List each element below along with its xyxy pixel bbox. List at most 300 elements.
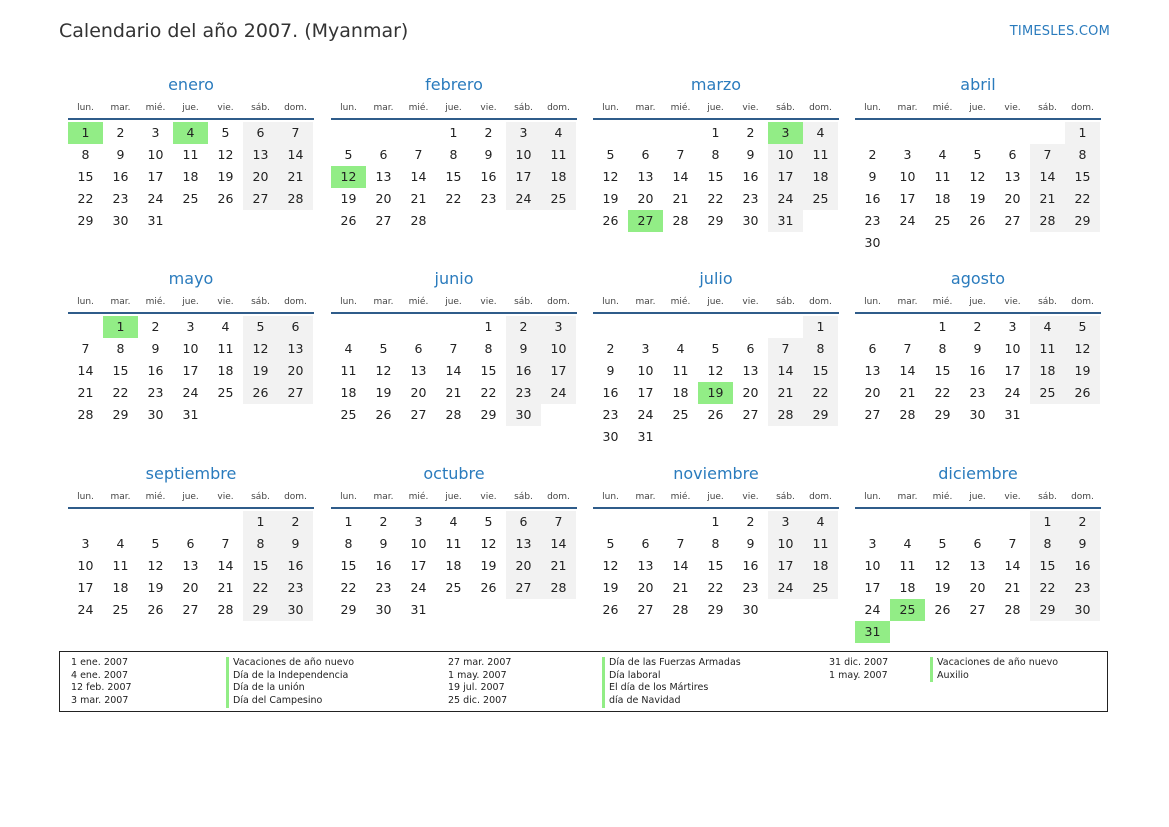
day-cell: 3 (151, 125, 160, 140)
day-cell: 16 (112, 169, 129, 184)
weekday-label: lun. (602, 297, 619, 307)
day-cell: 5 (151, 536, 160, 551)
weekday-label: vie. (742, 492, 759, 502)
day-cell: 7 (1008, 536, 1017, 551)
day-cell: 24 (77, 602, 94, 617)
day-cell: 11 (217, 341, 234, 356)
day-cell: 9 (1065, 533, 1100, 555)
brand-link[interactable]: TIMESLES.COM (1009, 24, 1110, 39)
day-cell: 23 (506, 382, 541, 404)
day-cell: 5 (938, 536, 947, 551)
day-cell: 14 (672, 558, 689, 573)
weekday-label: sáb. (514, 297, 533, 307)
day-cell: 10 (1004, 341, 1021, 356)
day-cell: 14 (672, 169, 689, 184)
day-cell: 30 (147, 407, 164, 422)
legend-holiday-name: Auxilio (930, 670, 1058, 683)
day-cell: 5 (379, 341, 388, 356)
day-cell: 10 (541, 338, 576, 360)
day-cell: 30 (602, 429, 619, 444)
empty-cell (401, 122, 436, 144)
day-cell: 2 (973, 319, 982, 334)
day-cell: 2 (379, 514, 388, 529)
day-cell: 11 (899, 558, 916, 573)
day-cell: 10 (768, 144, 803, 166)
day-grid (593, 511, 839, 621)
legend-date: 12 feb. 2007 (71, 682, 132, 694)
day-cell: 22 (480, 385, 497, 400)
day-cell: 4 (1030, 316, 1065, 338)
month-divider (331, 312, 577, 314)
month-divider (855, 312, 1101, 314)
month-divider (855, 118, 1101, 120)
weekday-label: vie. (217, 492, 234, 502)
empty-cell (890, 122, 925, 144)
weekday-label: mar. (373, 103, 394, 113)
day-cell: 25 (445, 580, 462, 595)
day-cell: 2 (116, 125, 125, 140)
day-cell: 30 (742, 213, 759, 228)
day-cell: 1 (449, 125, 458, 140)
day-cell: 17 (768, 166, 803, 188)
day-cell: 10 (506, 144, 541, 166)
day-cell: 3 (641, 341, 650, 356)
weekday-label: vie. (742, 103, 759, 113)
day-cell: 1 (243, 511, 278, 533)
day-cell: 16 (278, 555, 313, 577)
weekday-label: mar. (897, 297, 918, 307)
weekday-label: mié. (932, 297, 953, 307)
legend-holiday-name: Día de la Independencia (226, 670, 354, 683)
empty-cell (995, 122, 1030, 144)
day-cell: 20 (742, 385, 759, 400)
day-cell: 21 (541, 555, 576, 577)
legend-holiday-name: El día de los Mártires (602, 682, 741, 695)
empty-cell (593, 511, 628, 533)
weekday-label: dom. (809, 103, 832, 113)
weekday-label: dom. (809, 297, 832, 307)
empty-cell (628, 316, 663, 338)
day-cell: 24 (147, 191, 164, 206)
weekday-label: mar. (110, 492, 131, 502)
day-cell: 6 (414, 341, 423, 356)
holiday-day-cell: 19 (698, 382, 733, 404)
weekday-label: jue. (445, 103, 462, 113)
day-cell: 18 (1030, 360, 1065, 382)
legend-dates-column-3 (829, 657, 888, 682)
day-cell: 28 (899, 407, 916, 422)
weekday-label: jue. (969, 297, 986, 307)
day-cell: 16 (602, 385, 619, 400)
day-cell: 6 (243, 122, 278, 144)
weekday-label: lun. (77, 492, 94, 502)
day-cell: 12 (480, 536, 497, 551)
day-cell: 20 (182, 580, 199, 595)
empty-cell (593, 316, 628, 338)
legend-holiday-name: Vacaciones de año nuevo (226, 657, 354, 670)
day-cell: 24 (506, 188, 541, 210)
day-cell: 4 (803, 122, 838, 144)
day-cell: 5 (484, 514, 493, 529)
day-cell: 8 (243, 533, 278, 555)
weekday-label: sáb. (251, 297, 270, 307)
day-cell: 28 (410, 213, 427, 228)
day-cell: 8 (344, 536, 353, 551)
weekday-label: dom. (284, 297, 307, 307)
day-cell: 23 (1065, 577, 1100, 599)
day-cell: 8 (803, 338, 838, 360)
day-cell: 7 (903, 341, 912, 356)
day-cell: 14 (445, 363, 462, 378)
day-cell: 13 (278, 338, 313, 360)
weekday-label: dom. (284, 103, 307, 113)
day-cell: 19 (243, 360, 278, 382)
day-cell: 5 (243, 316, 278, 338)
day-cell: 1 (711, 125, 720, 140)
weekday-label: dom. (547, 297, 570, 307)
month-enero (68, 73, 314, 232)
day-cell: 22 (445, 191, 462, 206)
day-cell: 7 (541, 511, 576, 533)
month-divider (593, 507, 839, 509)
day-cell: 23 (147, 385, 164, 400)
legend-date: 4 ene. 2007 (71, 669, 128, 681)
day-cell: 13 (1004, 169, 1021, 184)
empty-cell (331, 316, 366, 338)
day-cell: 22 (243, 577, 278, 599)
weekday-label: mié. (408, 103, 429, 113)
day-cell: 24 (1004, 385, 1021, 400)
day-cell: 12 (243, 338, 278, 360)
month-divider (855, 507, 1101, 509)
weekday-label: jue. (445, 492, 462, 502)
weekday-label: jue. (707, 492, 724, 502)
empty-cell (855, 316, 890, 338)
month-divider (68, 118, 314, 120)
day-cell: 31 (410, 602, 427, 617)
empty-cell (628, 122, 663, 144)
day-cell: 10 (899, 169, 916, 184)
day-cell: 18 (672, 385, 689, 400)
day-grid (68, 316, 314, 426)
day-cell: 4 (676, 341, 685, 356)
legend-names-column-1 (226, 657, 354, 708)
day-cell: 21 (1004, 580, 1021, 595)
day-cell: 20 (637, 191, 654, 206)
empty-cell (366, 316, 401, 338)
day-cell: 8 (711, 536, 720, 551)
day-cell: 23 (969, 385, 986, 400)
weekday-label: jue. (445, 297, 462, 307)
legend-holiday-name: día de Navidad (602, 695, 741, 708)
day-cell: 26 (217, 191, 234, 206)
month-mayo (68, 267, 314, 426)
day-cell: 28 (1004, 602, 1021, 617)
legend-holiday-name: Día del Campesino (226, 695, 354, 708)
legend-date: 19 jul. 2007 (448, 682, 505, 694)
day-cell: 25 (803, 188, 838, 210)
empty-cell (401, 316, 436, 338)
day-cell: 5 (711, 341, 720, 356)
weekday-label: mié. (145, 492, 166, 502)
day-cell: 16 (969, 363, 986, 378)
weekday-header (593, 101, 839, 118)
day-cell: 19 (340, 191, 357, 206)
weekday-label: vie. (1004, 103, 1021, 113)
weekday-label: lun. (602, 103, 619, 113)
day-grid (68, 511, 314, 621)
weekday-label: mié. (145, 103, 166, 113)
day-cell: 25 (803, 577, 838, 599)
day-cell: 22 (1030, 577, 1065, 599)
day-cell: 1 (938, 319, 947, 334)
day-cell: 21 (217, 580, 234, 595)
weekday-label: vie. (1004, 297, 1021, 307)
day-cell: 27 (278, 382, 313, 404)
day-cell: 23 (742, 580, 759, 595)
weekday-header (331, 490, 577, 507)
weekday-label: jue. (182, 103, 199, 113)
day-cell: 22 (77, 191, 94, 206)
weekday-label: vie. (480, 492, 497, 502)
day-cell: 10 (637, 363, 654, 378)
day-cell: 7 (221, 536, 230, 551)
month-junio (331, 267, 577, 426)
day-cell: 7 (768, 338, 803, 360)
weekday-header (68, 490, 314, 507)
day-cell: 11 (803, 533, 838, 555)
day-cell: 2 (746, 125, 755, 140)
weekday-label: mar. (635, 297, 656, 307)
day-cell: 24 (864, 602, 881, 617)
day-cell: 30 (375, 602, 392, 617)
weekday-label: dom. (1071, 103, 1094, 113)
day-cell: 3 (506, 122, 541, 144)
day-cell: 23 (742, 191, 759, 206)
day-cell: 27 (1004, 213, 1021, 228)
empty-cell (436, 316, 471, 338)
month-febrero (331, 73, 577, 232)
day-cell: 19 (602, 191, 619, 206)
month-name: octubre (423, 464, 485, 483)
day-cell: 13 (375, 169, 392, 184)
day-cell: 14 (768, 360, 803, 382)
day-cell: 2 (1065, 511, 1100, 533)
day-cell: 9 (151, 341, 160, 356)
day-cell: 14 (278, 144, 313, 166)
day-cell: 15 (1030, 555, 1065, 577)
legend-date: 3 mar. 2007 (71, 695, 129, 707)
day-cell: 14 (77, 363, 94, 378)
day-cell: 27 (506, 577, 541, 599)
day-cell: 6 (641, 147, 650, 162)
month-name: junio (434, 269, 474, 288)
day-cell: 15 (77, 169, 94, 184)
empty-cell (68, 511, 103, 533)
weekday-label: vie. (480, 297, 497, 307)
month-name: noviembre (673, 464, 759, 483)
weekday-label: jue. (707, 103, 724, 113)
day-cell: 14 (410, 169, 427, 184)
day-cell: 20 (375, 191, 392, 206)
empty-cell (698, 316, 733, 338)
day-cell: 28 (217, 602, 234, 617)
day-cell: 31 (1004, 407, 1021, 422)
day-cell: 31 (182, 407, 199, 422)
page-title: Calendario del año 2007. (Myanmar) (59, 20, 409, 42)
day-cell: 17 (410, 558, 427, 573)
day-cell: 17 (541, 360, 576, 382)
day-cell: 1 (1030, 511, 1065, 533)
weekday-label: lun. (864, 492, 881, 502)
day-cell: 29 (480, 407, 497, 422)
day-cell: 13 (969, 558, 986, 573)
day-cell: 20 (243, 166, 278, 188)
day-cell: 11 (1030, 338, 1065, 360)
weekday-label: mar. (110, 103, 131, 113)
day-cell: 6 (278, 316, 313, 338)
day-cell: 28 (768, 404, 803, 426)
weekday-label: mar. (897, 103, 918, 113)
day-cell: 3 (414, 514, 423, 529)
day-cell: 11 (340, 363, 357, 378)
day-cell: 25 (541, 188, 576, 210)
empty-cell (138, 511, 173, 533)
day-cell: 3 (541, 316, 576, 338)
day-cell: 8 (1065, 144, 1100, 166)
day-cell: 18 (803, 166, 838, 188)
weekday-label: sáb. (251, 103, 270, 113)
empty-cell (855, 122, 890, 144)
day-cell: 18 (217, 363, 234, 378)
day-cell: 1 (484, 319, 493, 334)
weekday-header (593, 295, 839, 312)
day-cell: 16 (864, 191, 881, 206)
day-cell: 9 (379, 536, 388, 551)
day-cell: 11 (541, 144, 576, 166)
day-cell: 26 (147, 602, 164, 617)
day-cell: 28 (445, 407, 462, 422)
day-cell: 27 (410, 407, 427, 422)
month-divider (593, 118, 839, 120)
day-cell: 29 (340, 602, 357, 617)
day-cell: 20 (1004, 191, 1021, 206)
day-cell: 9 (506, 338, 541, 360)
month-name: julio (699, 269, 733, 288)
day-cell: 24 (768, 188, 803, 210)
day-cell: 10 (77, 558, 94, 573)
weekday-label: jue. (969, 103, 986, 113)
weekday-label: lun. (340, 297, 357, 307)
day-cell: 10 (410, 536, 427, 551)
legend-holiday-name: Día laboral (602, 670, 741, 683)
day-cell: 3 (903, 147, 912, 162)
day-cell: 4 (344, 341, 353, 356)
day-cell: 21 (278, 166, 313, 188)
day-cell: 26 (480, 580, 497, 595)
day-grid (331, 316, 577, 426)
weekday-label: vie. (217, 103, 234, 113)
day-cell: 12 (707, 363, 724, 378)
legend-date: 1 ene. 2007 (71, 657, 128, 668)
empty-cell (960, 122, 995, 144)
day-cell: 28 (1030, 210, 1065, 232)
month-divider (68, 312, 314, 314)
legend-dates-column-1 (71, 657, 132, 708)
day-cell: 31 (147, 213, 164, 228)
day-cell: 3 (81, 536, 90, 551)
day-cell: 15 (112, 363, 129, 378)
month-diciembre (855, 462, 1101, 643)
day-cell: 15 (707, 169, 724, 184)
day-cell: 16 (480, 169, 497, 184)
weekday-label: jue. (182, 492, 199, 502)
weekday-header (331, 101, 577, 118)
day-cell: 23 (864, 213, 881, 228)
weekday-label: mar. (110, 297, 131, 307)
legend-names-column-3 (930, 657, 1058, 682)
legend-date: 1 may. 2007 (829, 669, 888, 681)
month-divider (331, 507, 577, 509)
legend-date: 25 dic. 2007 (448, 695, 508, 707)
day-cell: 25 (182, 191, 199, 206)
weekday-label: sáb. (1038, 103, 1057, 113)
day-cell: 20 (278, 360, 313, 382)
day-cell: 24 (768, 577, 803, 599)
weekday-label: sáb. (514, 492, 533, 502)
month-name: agosto (950, 269, 1006, 288)
day-cell: 24 (182, 385, 199, 400)
day-cell: 26 (375, 407, 392, 422)
day-cell: 17 (77, 580, 94, 595)
day-cell: 18 (182, 169, 199, 184)
day-cell: 23 (375, 580, 392, 595)
day-cell: 7 (414, 147, 423, 162)
day-cell: 7 (676, 536, 685, 551)
day-cell: 22 (934, 385, 951, 400)
day-cell: 21 (899, 385, 916, 400)
day-cell: 16 (147, 363, 164, 378)
holiday-day-cell: 1 (103, 316, 138, 338)
empty-cell (855, 511, 890, 533)
weekday-label: mié. (670, 103, 691, 113)
day-cell: 29 (243, 599, 278, 621)
day-cell: 6 (1008, 147, 1017, 162)
day-cell: 3 (768, 511, 803, 533)
holiday-day-cell: 12 (331, 166, 366, 188)
day-cell: 27 (742, 407, 759, 422)
empty-cell (925, 511, 960, 533)
day-cell: 29 (934, 407, 951, 422)
month-divider (331, 118, 577, 120)
day-cell: 19 (147, 580, 164, 595)
day-cell: 2 (868, 147, 877, 162)
day-cell: 10 (864, 558, 881, 573)
day-cell: 1 (344, 514, 353, 529)
day-cell: 26 (1065, 382, 1100, 404)
weekday-label: lun. (340, 103, 357, 113)
day-cell: 13 (864, 363, 881, 378)
day-cell: 30 (278, 599, 313, 621)
legend-holiday-name: Día de la unión (226, 682, 354, 695)
day-cell: 8 (711, 147, 720, 162)
weekday-label: jue. (182, 297, 199, 307)
weekday-label: mié. (408, 297, 429, 307)
day-cell: 16 (1065, 555, 1100, 577)
day-cell: 25 (217, 385, 234, 400)
day-cell: 8 (1030, 533, 1065, 555)
month-divider (68, 507, 314, 509)
